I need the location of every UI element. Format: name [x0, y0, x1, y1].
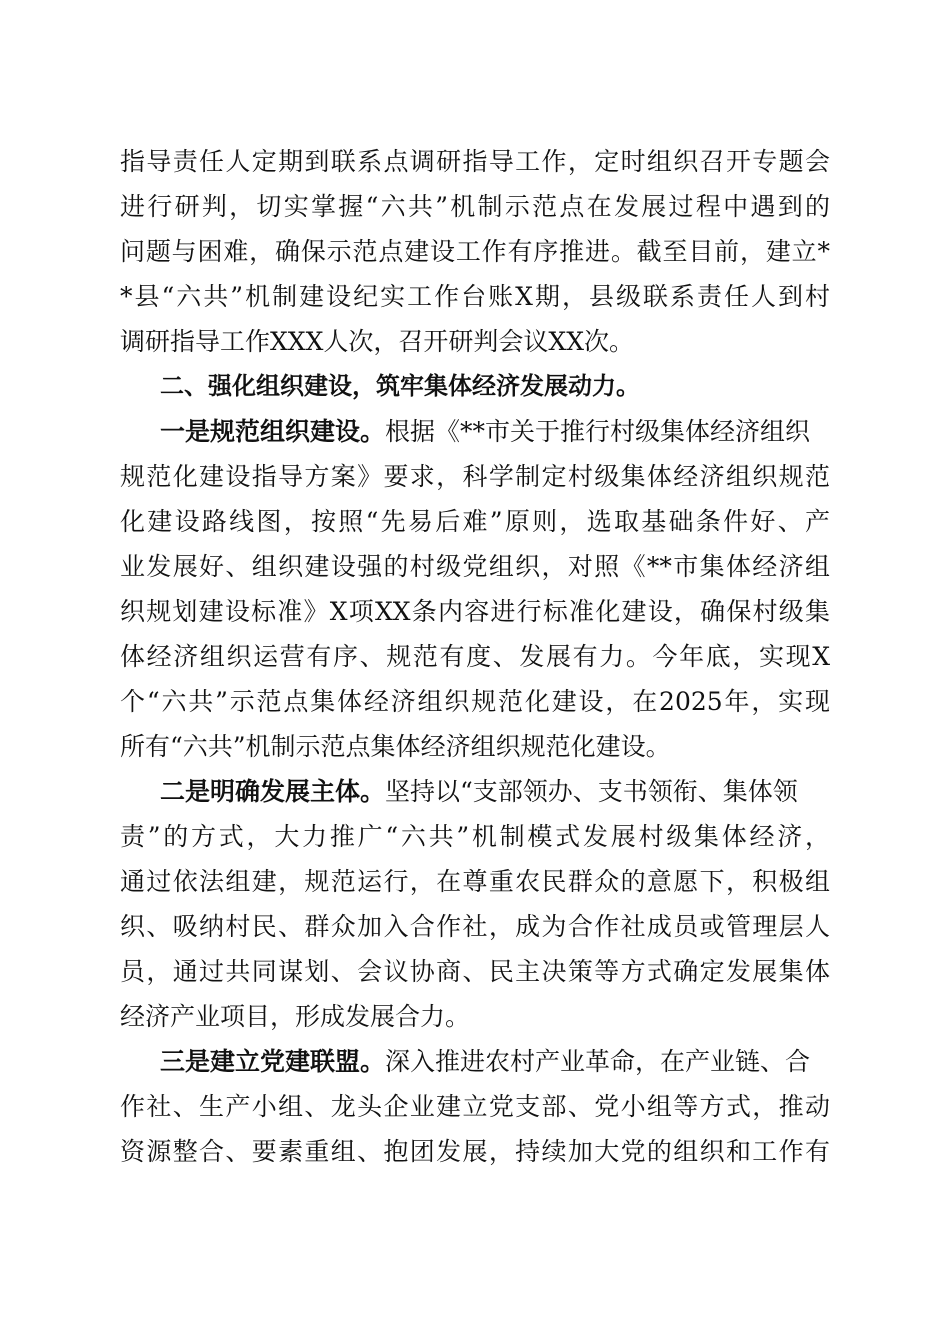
item3-first-line-text: 深入推进农村产业革命，在产业链、合 [385, 1047, 811, 1076]
body-line: 员，通过共同谋划、会议协商、民主决策等方式确定发展集体 [120, 957, 830, 986]
body-line: 织、吸纳村民、群众加入合作社，成为合作社成员或管理层人 [120, 912, 830, 941]
section-heading: 二、强化组织建设，筑牢集体经济发展动力。 [160, 372, 640, 400]
body-line: 进行研判，切实掌握“六共”机制示范点在发展过程中遇到的 [120, 192, 830, 221]
document-body [120, 139, 830, 1174]
body-line: 业发展好、组织建设强的村级党组织，对照《**市集体经济组 [120, 552, 830, 581]
body-line: 织规划建设标准》X项XX条内容进行标准化建设，确保村级集 [120, 597, 830, 626]
body-line: 个“六共”示范点集体经济组织规范化建设，在2025年，实现 [120, 687, 830, 716]
item1-first-line [120, 409, 830, 454]
item2-first-line [120, 769, 830, 814]
item2-lead: 二是明确发展主体。 [160, 777, 386, 806]
body-line: 调研指导工作XXX人次，召开研判会议XX次。 [120, 327, 634, 356]
item3-first-line [120, 1039, 830, 1084]
body-line: 体经济组织运营有序、规范有度、发展有力。今年底，实现X [120, 642, 830, 671]
body-line: 通过依法组建，规范运行，在尊重农民群众的意愿下，积极组 [120, 867, 830, 896]
body-line: *县“六共”机制建设纪实工作台账X期，县级联系责任人到村 [120, 282, 830, 311]
body-line: 所有“六共”机制示范点集体经济组织规范化建设。 [120, 732, 671, 761]
item3-lead: 三是建立党建联盟。 [160, 1047, 386, 1076]
body-line: 资源整合、要素重组、抱团发展，持续加大党的组织和工作有 [120, 1137, 830, 1166]
body-line: 责”的方式，大力推广“六共”机制模式发展村级集体经济， [120, 822, 830, 851]
body-line: 规范化建设指导方案》要求，科学制定村级集体经济组织规范 [120, 462, 830, 491]
body-line: 指导责任人定期到联系点调研指导工作，定时组织召开专题会 [120, 147, 830, 176]
body-line: 经济产业项目，形成发展合力。 [120, 1002, 471, 1031]
body-line: 化建设路线图，按照“先易后难”原则，选取基础条件好、产 [120, 507, 830, 536]
body-line: 问题与困难，确保示范点建设工作有序推进。截至目前，建立* [120, 237, 830, 266]
item2-first-line-text: 坚持以“支部领办、支书领衔、集体领 [385, 777, 798, 806]
body-line: 作社、生产小组、龙头企业建立党支部、党小组等方式，推动 [120, 1092, 830, 1121]
item1-first-line-text: 根据《**市关于推行村级集体经济组织 [385, 417, 811, 446]
item1-lead: 一是规范组织建设。 [160, 417, 386, 446]
